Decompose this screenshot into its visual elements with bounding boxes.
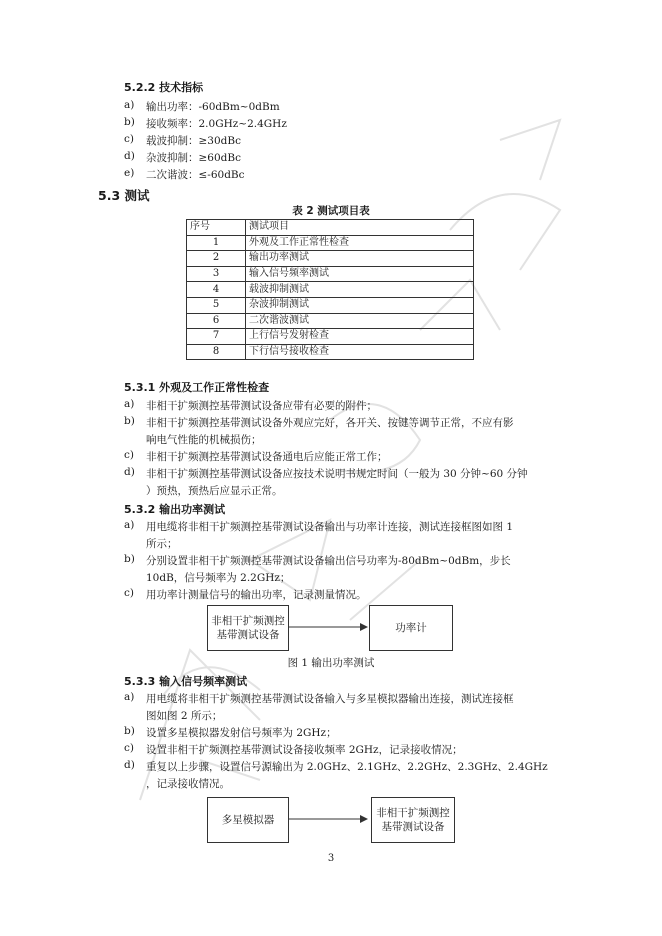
table-cell: 二次谐波测试 bbox=[246, 313, 474, 329]
paragraph-line: 用电缆将非相干扩频测控基带测试设备输出与功率计连接，测试连接框图如图 1 bbox=[146, 521, 514, 533]
paragraph-line: 10dB，信号频率为 2.2GHz； bbox=[146, 572, 291, 584]
table-cell: 外观及工作正常性检查 bbox=[246, 235, 474, 251]
list-marker: a) bbox=[124, 99, 135, 111]
table-cell: 5 bbox=[187, 297, 246, 313]
section-5-2-2-heading: 5.2.2 技术指标 bbox=[124, 81, 204, 94]
test-items-table bbox=[186, 219, 474, 360]
table-row bbox=[187, 329, 474, 345]
table-cell: 载波抑制测试 bbox=[246, 282, 474, 298]
figure1-device-box: 非相干扩频测控基带测试设备 bbox=[207, 605, 289, 651]
paragraph-line: 用功率计测量信号的输出功率，记录测量情况。 bbox=[146, 589, 367, 601]
list-marker: a) bbox=[124, 691, 135, 703]
list-marker: d) bbox=[124, 466, 135, 478]
paragraph-line: 非相干扩频测控基带测试设备通电后应能正常工作； bbox=[146, 451, 388, 463]
table-header-cell: 序号 bbox=[187, 220, 246, 236]
list-marker: c) bbox=[124, 587, 134, 599]
spec-receive-frequency: 接收频率：2.0GHz~2.4GHz bbox=[146, 118, 287, 130]
paragraph-line: 分别设置非相干扩频测控基带测试设备输出信号功率为-80dBm~0dBm，步长 bbox=[146, 555, 511, 567]
figure2-simulator-box: 多星模拟器 bbox=[207, 797, 289, 843]
paragraph-line: 所示； bbox=[146, 538, 178, 550]
table-row bbox=[187, 235, 474, 251]
spec-second-harmonic: 二次谐波：≤-60dBc bbox=[146, 169, 245, 181]
table-cell: 下行信号接收检查 bbox=[246, 344, 474, 360]
section-5-3-2-heading: 5.3.2 输出功率测试 bbox=[124, 503, 226, 516]
paragraph-line: 图如图 2 所示； bbox=[146, 710, 223, 722]
list-marker: d) bbox=[124, 759, 135, 771]
page-number: 3 bbox=[327, 853, 335, 864]
list-marker: c) bbox=[124, 133, 134, 145]
section-5-3-1-heading: 5.3.1 外观及工作正常性检查 bbox=[124, 381, 270, 394]
list-marker: a) bbox=[124, 398, 135, 410]
list-marker: c) bbox=[124, 449, 134, 461]
table-row bbox=[187, 266, 474, 282]
table-cell: 6 bbox=[187, 313, 246, 329]
spec-carrier-suppression: 载波抑制：≥30dBc bbox=[146, 135, 241, 147]
paragraph-line: 用电缆将非相干扩频测控基带测试设备输入与多星模拟器输出连接，测试连接框 bbox=[146, 693, 514, 705]
paragraph-line: 响电气性能的机械损伤； bbox=[146, 434, 262, 446]
figure1-arrow bbox=[288, 622, 368, 632]
spec-spurious-suppression: 杂波抑制：≥60dBc bbox=[146, 152, 241, 164]
figure2-arrow bbox=[288, 814, 368, 824]
list-marker: d) bbox=[124, 150, 135, 162]
table-cell: 8 bbox=[187, 344, 246, 360]
list-marker: a) bbox=[124, 519, 135, 531]
list-marker: b) bbox=[124, 725, 135, 737]
figure2-device-box: 非相干扩频测控基带测试设备 bbox=[371, 797, 455, 843]
list-marker: c) bbox=[124, 742, 134, 754]
paragraph-line: 非相干扩频测控基带测试设备应带有必要的附件； bbox=[146, 400, 377, 412]
figure1-power-meter-box: 功率计 bbox=[369, 605, 453, 651]
paragraph-line: ，记录接收情况。 bbox=[146, 778, 230, 790]
table-cell: 2 bbox=[187, 251, 246, 267]
figure1-caption: 图 1 输出功率测试 bbox=[287, 657, 375, 669]
paragraph-line: 重复以上步骤，设置信号源输出为 2.0GHz、2.1GHz、2.2GHz、2.3GHz、2.4GHz bbox=[146, 761, 548, 773]
table-cell: 7 bbox=[187, 329, 246, 345]
table-title: 表 2 测试项目表 bbox=[292, 205, 370, 217]
paragraph-line: 设置多星模拟器发射信号频率为 2GHz； bbox=[146, 727, 337, 739]
spec-output-power: 输出功率：-60dBm~0dBm bbox=[146, 101, 280, 113]
table-cell: 杂波抑制测试 bbox=[246, 297, 474, 313]
table-row bbox=[187, 282, 474, 298]
list-marker: b) bbox=[124, 116, 135, 128]
table-row bbox=[187, 297, 474, 313]
table-cell: 输入信号频率测试 bbox=[246, 266, 474, 282]
list-marker: b) bbox=[124, 415, 135, 427]
table-cell: 3 bbox=[187, 266, 246, 282]
table-cell: 输出功率测试 bbox=[246, 251, 474, 267]
paragraph-line: 非相干扩频测控基带测试设备外观应完好，各开关、按键等调节正常，不应有影 bbox=[146, 417, 514, 429]
table-header-row bbox=[187, 220, 474, 236]
list-marker: b) bbox=[124, 553, 135, 565]
section-5-3-heading: 5.3 测试 bbox=[98, 188, 150, 203]
table-row bbox=[187, 344, 474, 360]
table-header-cell: 测试项目 bbox=[246, 220, 474, 236]
table-cell: 上行信号发射检查 bbox=[246, 329, 474, 345]
paragraph-line: 设置非相干扩频测控基带测试设备接收频率 2GHz，记录接收情况； bbox=[146, 744, 463, 756]
table-cell: 4 bbox=[187, 282, 246, 298]
paragraph-line: ）预热，预热后应显示正常。 bbox=[146, 485, 283, 497]
section-5-3-3-heading: 5.3.3 输入信号频率测试 bbox=[124, 675, 248, 688]
table-row bbox=[187, 251, 474, 267]
paragraph-line: 非相干扩频测控基带测试设备应按技术说明书规定时间（一般为 30 分钟~60 分钟 bbox=[146, 468, 528, 480]
table-cell: 1 bbox=[187, 235, 246, 251]
table-row bbox=[187, 313, 474, 329]
list-marker: e) bbox=[124, 167, 135, 179]
